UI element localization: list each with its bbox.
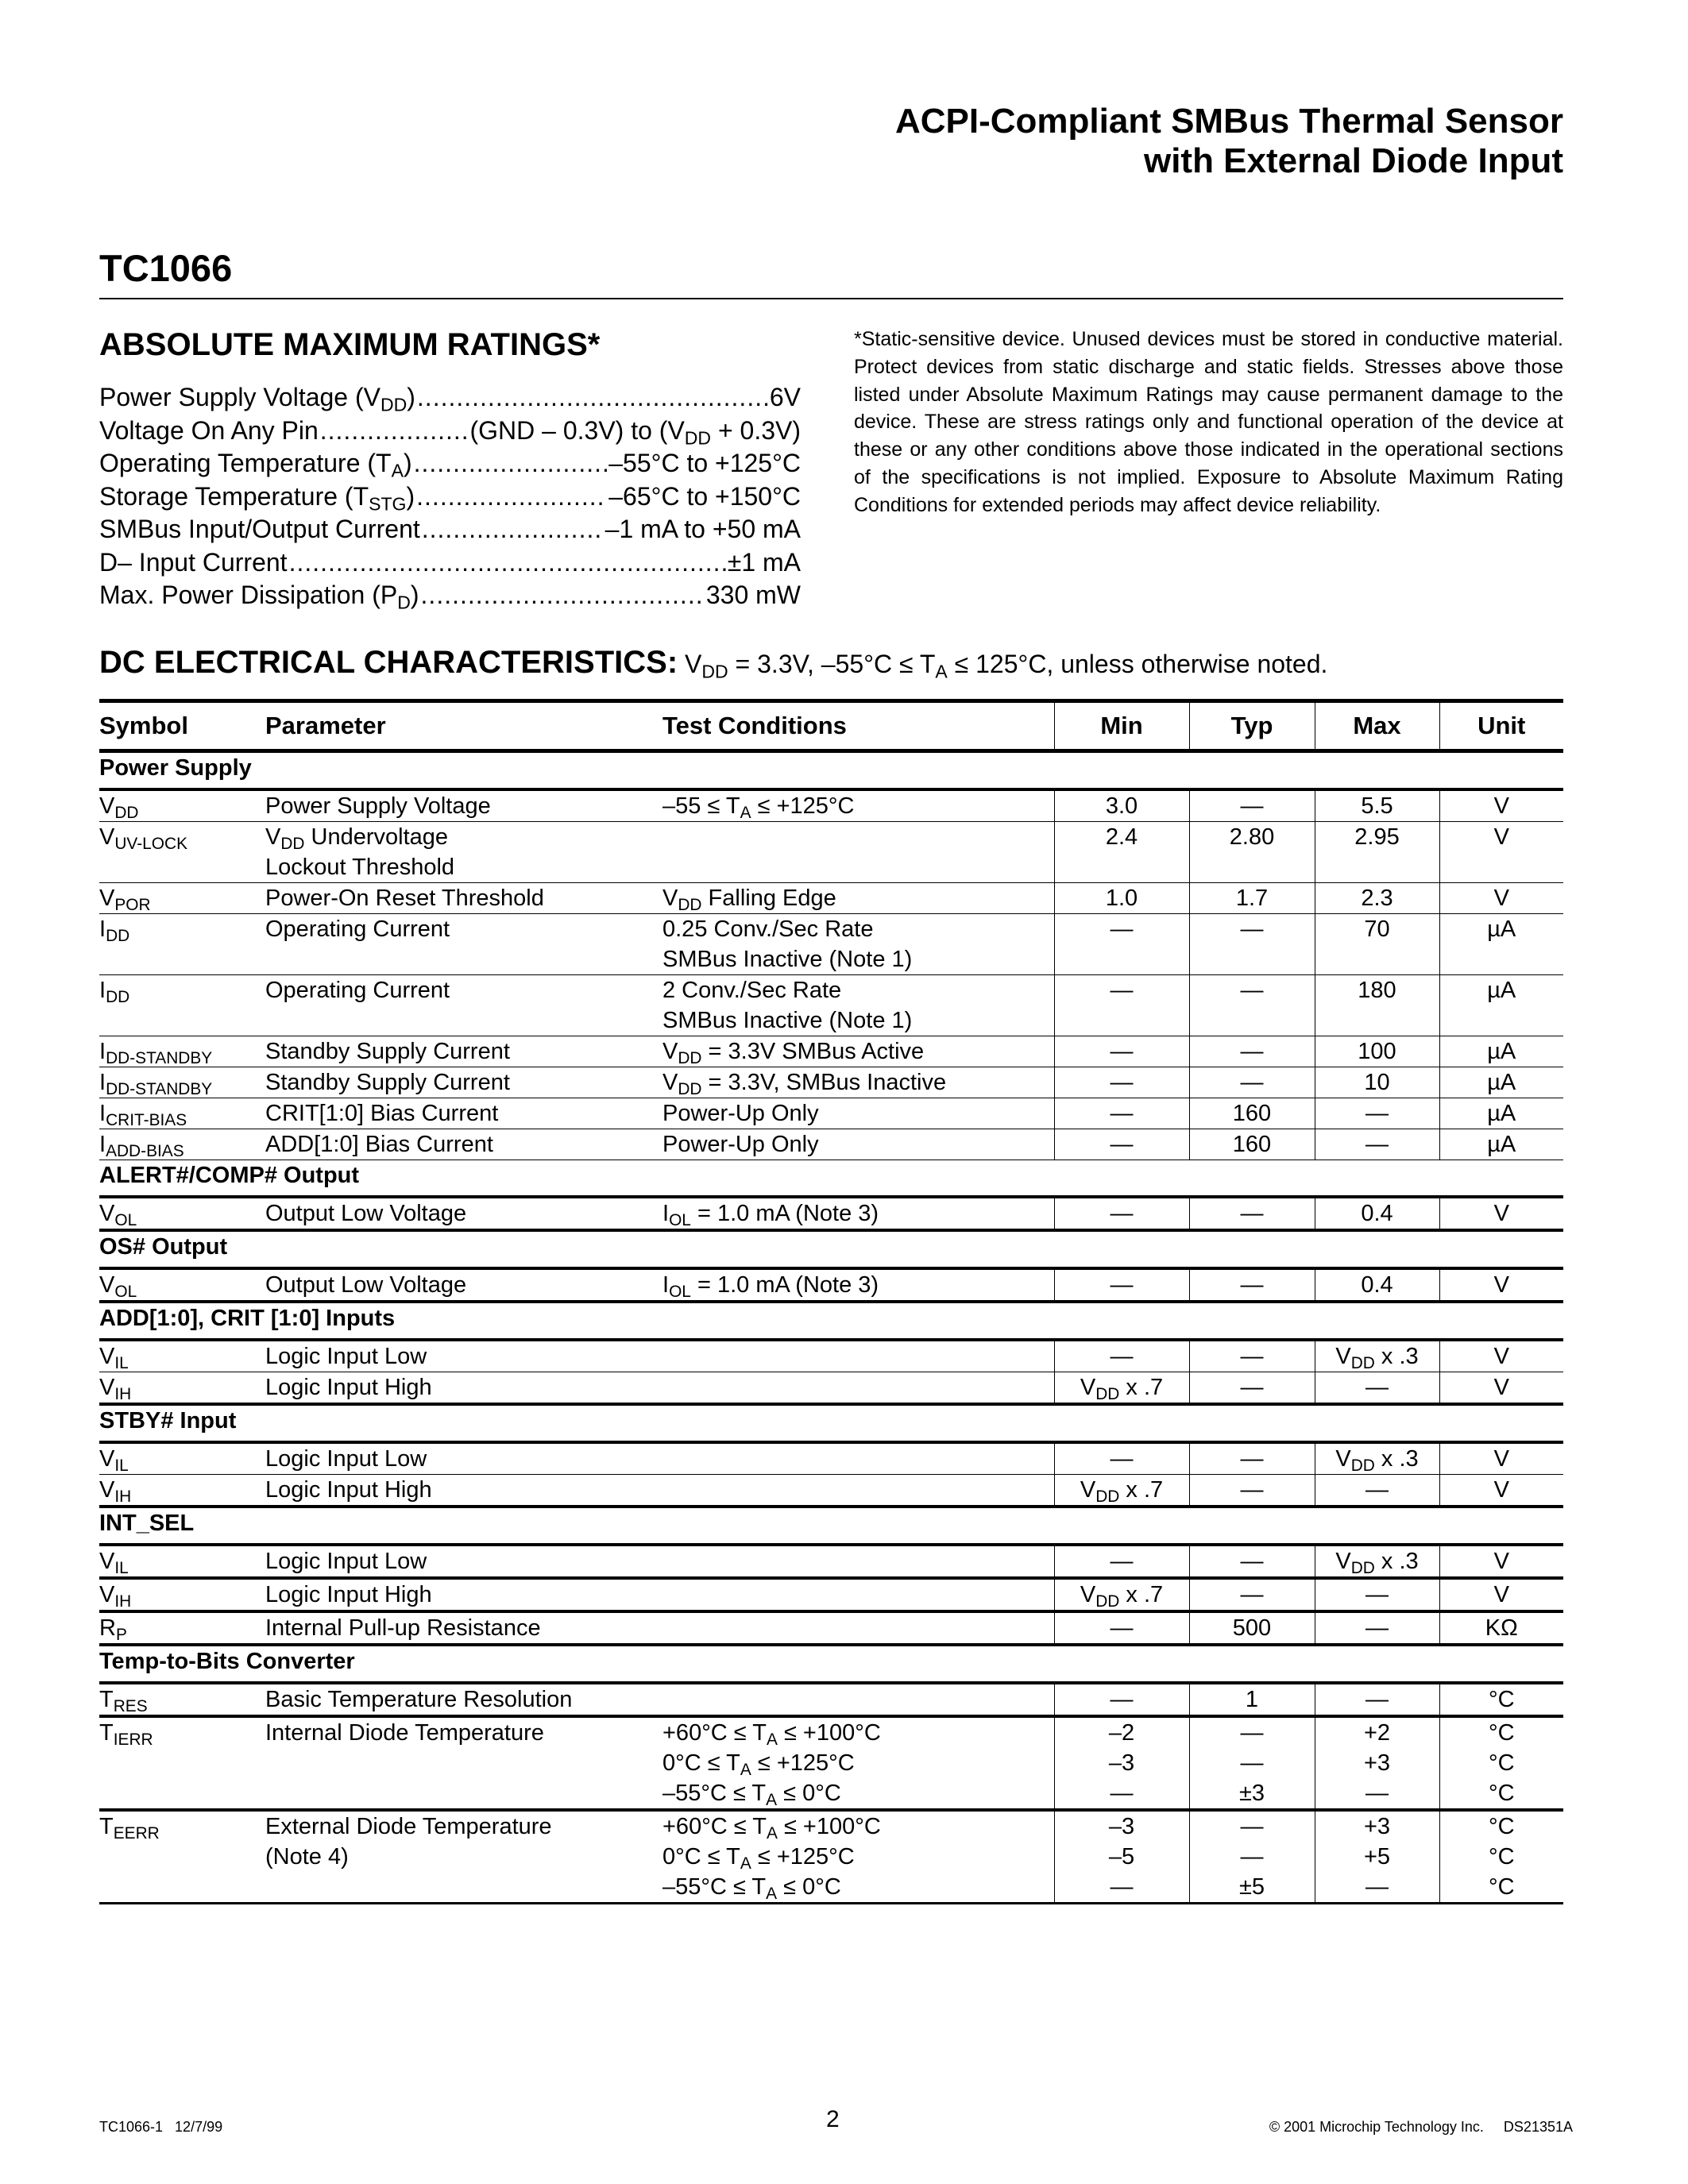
cell-unit: µA [1439,1129,1563,1160]
cell-max: 0.4 [1315,1268,1439,1302]
table-row [99,1067,1563,1098]
cell-max: $V_{DD}$ x .3 [1315,1545,1439,1578]
cell-parameter: $V_{DD}$ Undervoltage Lockout Threshold [265,822,662,883]
document-title [895,102,1563,181]
table-row [99,1268,1563,1302]
cell-typ: — [1189,1067,1315,1098]
table-row [99,1545,1563,1578]
leader-dots [421,579,705,612]
cell-symbol: $I_{CRIT-BIAS}$ [99,1098,265,1129]
leader-dots [414,447,608,480]
cell-symbol: $I_{DD-STANDBY}$ [99,1036,265,1067]
column-header-parameter: Parameter [265,701,662,751]
cell-test-conditions: $I_{OL} = 1.0$ mA (Note 3) [662,1268,1054,1302]
cell-test-conditions [662,1475,1054,1507]
cell-min: — [1054,1129,1189,1160]
cell-max: — [1315,1475,1439,1507]
title-line-1: ACPI-Compliant SMBus Thermal Sensor [894,102,1563,141]
cell-typ: 160 [1189,1129,1315,1160]
rating-item [99,480,801,514]
cell-test-conditions: $V_{DD} = 3.3V$ SMBus Active [662,1036,1054,1067]
cell-unit: V [1439,1372,1563,1405]
table-row [99,1036,1563,1067]
column-header-test-conditions: Test Conditions [662,701,1054,751]
cell-parameter: Logic Input Low [265,1340,662,1372]
rating-item [99,513,801,546]
cell-unit: µA [1439,1067,1563,1098]
cell-typ: — [1189,1036,1315,1067]
section-title: ADD[1:0], CRIT [1:0] Inputs [99,1302,1563,1340]
cell-symbol: $I_{DD}$ [99,914,265,975]
cell-symbol: $I_{DD-STANDBY}$ [99,1067,265,1098]
rating-value: 6V [769,383,801,411]
cell-typ: — [1189,975,1315,1036]
cell-max: +3 +5 — [1315,1810,1439,1904]
cell-unit: V [1439,1475,1563,1507]
section-header-row [99,1507,1563,1545]
table-row [99,1372,1563,1405]
leader-dots [320,415,469,448]
cell-unit: µA [1439,975,1563,1036]
leader-dots [417,381,768,415]
cell-test-conditions: 2 Conv./Sec Rate SMBus Inactive (Note 1) [662,975,1054,1036]
cell-parameter: Logic Input Low [265,1442,662,1475]
section-title: STBY# Input [99,1404,1563,1442]
copyright-text: © 2001 Microchip Technology Inc. [1269,2119,1484,2135]
cell-min: — [1054,914,1189,975]
cell-parameter: ADD[1:0] Bias Current [265,1129,662,1160]
cell-min: –2 –3 — [1054,1716,1189,1810]
absolute-max-ratings-list [99,381,801,612]
cell-parameter: Internal Diode Temperature [265,1716,662,1810]
section-header-row [99,1230,1563,1268]
table-row [99,1442,1563,1475]
dc-heading-conditions: $V_{DD} = 3.3V$, $-55^\circ C \le T_A \le 125^\circ C$, unless otherwise noted. [678,650,1328,682]
section-title: INT_SEL [99,1507,1563,1545]
cell-max: 70 [1315,914,1439,975]
cell-parameter: Output Low Voltage [265,1268,662,1302]
cell-symbol: $V_{DD}$ [99,789,265,822]
rating-item [99,546,801,580]
cell-typ: — [1189,1372,1315,1405]
cell-parameter: Standby Supply Current [265,1067,662,1098]
cell-symbol: $T_{EERR}$ [99,1810,265,1904]
cell-unit: °C [1439,1683,1563,1716]
cell-test-conditions [662,822,1054,883]
rating-label: Power Supply Voltage $(V_{DD})$ [99,383,415,415]
cell-typ: — [1189,1578,1315,1611]
cell-symbol: $V_{POR}$ [99,883,265,914]
cell-symbol: $V_{OL}$ [99,1268,265,1302]
cell-max: 180 [1315,975,1439,1036]
rating-value: (GND – 0.3V) to $(V_{DD} + 0.3V)$ [469,415,801,448]
footer-copyright [1269,2119,1573,2136]
cell-test-conditions: Power-Up Only [662,1129,1054,1160]
cell-symbol: $V_{IL}$ [99,1340,265,1372]
cell-unit: V [1439,789,1563,822]
cell-unit: °C °C °C [1439,1716,1563,1810]
cell-parameter: Operating Current [265,975,662,1036]
cell-unit: V [1439,1578,1563,1611]
cell-min: — [1054,1067,1189,1098]
cell-parameter: Basic Temperature Resolution [265,1683,662,1716]
table-row [99,1716,1563,1810]
cell-max: — [1315,1098,1439,1129]
cell-typ: — — ±3 [1189,1716,1315,1810]
rating-item [99,447,801,480]
cell-typ: — [1189,1442,1315,1475]
rating-value: ±1 mA [727,547,801,577]
cell-max: $V_{DD}$ x .3 [1315,1340,1439,1372]
cell-max: — [1315,1611,1439,1645]
section-header-row [99,1160,1563,1198]
cell-typ: 1.7 [1189,883,1315,914]
cell-parameter: Logic Input Low [265,1545,662,1578]
cell-unit: V [1439,1545,1563,1578]
cell-unit: V [1439,1340,1563,1372]
cell-typ: — — ±5 [1189,1810,1315,1904]
cell-unit: V [1439,1268,1563,1302]
cell-parameter: CRIT[1:0] Bias Current [265,1098,662,1129]
cell-min: — [1054,1683,1189,1716]
cell-typ: — [1189,914,1315,975]
column-header-min: Min [1054,701,1189,751]
cell-test-conditions: $V_{DD}$ Falling Edge [662,883,1054,914]
cell-typ: — [1189,1197,1315,1230]
cell-test-conditions [662,1611,1054,1645]
cell-symbol: $I_{ADD-BIAS}$ [99,1129,265,1160]
cell-typ: — [1189,1545,1315,1578]
cell-min: –3 –5 — [1054,1810,1189,1904]
rating-label: SMBus Input/Output Current [99,515,420,543]
cell-test-conditions [662,1340,1054,1372]
cell-test-conditions [662,1683,1054,1716]
cell-max: 0.4 [1315,1197,1439,1230]
rating-label: Max. Power Dissipation $(P_D)$ [99,581,419,613]
footer-doc-code: TC1066-1 12/7/99 [99,2119,223,2135]
absolute-max-heading: ABSOLUTE MAXIMUM RATINGS* [99,327,601,362]
rating-label: D– Input Current [99,547,288,577]
rating-item [99,415,801,448]
table-row [99,789,1563,822]
cell-typ: — [1189,1268,1315,1302]
cell-min: 3.0 [1054,789,1189,822]
rating-label: Operating Temperature $(T_A)$ [99,449,412,481]
rating-value: –55°C to +125°C [608,449,801,477]
section-header-row [99,1645,1563,1683]
cell-typ: 500 [1189,1611,1315,1645]
table-header-row [99,701,1563,751]
cell-min: — [1054,1036,1189,1067]
cell-min: — [1054,1611,1189,1645]
cell-unit: µA [1439,1036,1563,1067]
section-header-row [99,1302,1563,1340]
section-title: OS# Output [99,1230,1563,1268]
table-row [99,975,1563,1036]
cell-unit: V [1439,1442,1563,1475]
cell-unit: µA [1439,914,1563,975]
table-row [99,1197,1563,1230]
cell-unit: V [1439,1197,1563,1230]
cell-symbol: $R_P$ [99,1611,265,1645]
section-title: Temp-to-Bits Converter [99,1645,1563,1683]
cell-min: $V_{DD}$ x .7 [1054,1578,1189,1611]
table-row [99,883,1563,914]
cell-max: +2 +3 — [1315,1716,1439,1810]
cell-symbol: $V_{IL}$ [99,1442,265,1475]
cell-parameter: Power-On Reset Threshold [265,883,662,914]
table-row [99,1129,1563,1160]
column-header-max: Max [1315,701,1439,751]
cell-parameter: Standby Supply Current [265,1036,662,1067]
rating-item [99,579,801,612]
static-sensitive-note: *Static-sensitive device. Unused devices must be stored in conductive material. Protect devices from static discharge and static fields. Stresses above those listed under Absolute Maximum Ratings may cause permanent damage to the device. These are stress ratings only and functional operation of the device at these or any other conditions above those indicated in the operational sections of the specifications is not implied. Exposure to Absolute Maximum Rating Conditions for extended periods may affect device reliability. [854,328,1563,516]
cell-parameter: Logic Input High [265,1475,662,1507]
cell-min: 1.0 [1054,883,1189,914]
cell-symbol: $V_{IL}$ [99,1545,265,1578]
cell-test-conditions: $V_{DD} = 3.3V$, SMBus Inactive [662,1067,1054,1098]
title-line-2: with External Diode Input [1143,141,1563,180]
cell-parameter: Power Supply Voltage [265,789,662,822]
dc-heading-title: DC ELECTRICAL CHARACTERISTICS: [99,645,678,680]
cell-test-conditions: $I_{OL} = 1.0$ mA (Note 3) [662,1197,1054,1230]
rating-label: Voltage On Any Pin [99,415,319,445]
cell-max: 2.95 [1315,822,1439,883]
cell-parameter: Logic Input High [265,1372,662,1405]
cell-symbol: $V_{UV-LOCK}$ [99,822,265,883]
cell-max: — [1315,1129,1439,1160]
rating-item [99,381,801,415]
cell-test-conditions [662,1545,1054,1578]
column-header-symbol: Symbol [99,701,265,751]
cell-test-conditions: $+60^\circ C \le T_A \le +100^\circ C$ $0^\circ C \le T_A \le +125^\circ C$ $-55^\circ C \le T_A \le 0^\circ C$ [662,1810,1054,1904]
cell-max: 10 [1315,1067,1439,1098]
cell-test-conditions [662,1578,1054,1611]
cell-unit: µA [1439,1098,1563,1129]
cell-min: 2.4 [1054,822,1189,883]
cell-max: 2.3 [1315,883,1439,914]
table-row [99,1578,1563,1611]
header-rule [99,298,1563,299]
cell-max: 5.5 [1315,789,1439,822]
cell-min: $V_{DD}$ x .7 [1054,1372,1189,1405]
rating-value: 330 mW [705,581,801,609]
cell-parameter: Logic Input High [265,1578,662,1611]
cell-max: — [1315,1683,1439,1716]
table-row [99,1475,1563,1507]
cell-unit: KΩ [1439,1611,1563,1645]
cell-test-conditions: $-55 \le T_A \le +125^\circ C$ [662,789,1054,822]
cell-symbol: $V_{IH}$ [99,1372,265,1405]
leader-dots [289,546,726,580]
cell-min: — [1054,1268,1189,1302]
cell-symbol: $V_{IH}$ [99,1475,265,1507]
cell-parameter: Output Low Voltage [265,1197,662,1230]
part-number: TC1066 [99,247,233,289]
cell-min: $V_{DD}$ x .7 [1054,1475,1189,1507]
rating-value: –65°C to +150°C [608,481,801,511]
cell-test-conditions: $+60^\circ C \le T_A \le +100^\circ C$ $0^\circ C \le T_A \le +125^\circ C$ $-55^\circ C \le T_A \le 0^\circ C$ [662,1716,1054,1810]
table-row [99,1611,1563,1645]
cell-symbol: $V_{IH}$ [99,1578,265,1611]
cell-max: — [1315,1578,1439,1611]
section-title: Power Supply [99,751,1563,790]
cell-min: — [1054,1442,1189,1475]
table-body [99,751,1563,1904]
cell-symbol: $T_{IERR}$ [99,1716,265,1810]
cell-unit: V [1439,883,1563,914]
leader-dots [422,513,604,546]
rating-label: Storage Temperature $(T_{STG})$ [99,481,415,514]
leader-dots [416,480,607,514]
table-row [99,822,1563,883]
cell-typ: — [1189,1340,1315,1372]
cell-symbol: $T_{RES}$ [99,1683,265,1716]
column-header-typ: Typ [1189,701,1315,751]
cell-max: $V_{DD}$ x .3 [1315,1442,1439,1475]
cell-test-conditions [662,1442,1054,1475]
cell-typ: 160 [1189,1098,1315,1129]
document-id: DS21351A [1503,2119,1573,2135]
page-number: 2 [826,2106,840,2132]
cell-parameter: External Diode Temperature (Note 4) [265,1810,662,1904]
cell-symbol: $I_{DD}$ [99,975,265,1036]
cell-min: — [1054,1197,1189,1230]
column-header-unit: Unit [1439,701,1563,751]
cell-symbol: $V_{OL}$ [99,1197,265,1230]
cell-test-conditions: 0.25 Conv./Sec Rate SMBus Inactive (Note 1) [662,914,1054,975]
cell-test-conditions [662,1372,1054,1405]
cell-unit: V [1439,822,1563,883]
cell-max: — [1315,1372,1439,1405]
cell-parameter: Operating Current [265,914,662,975]
cell-parameter: Internal Pull-up Resistance [265,1611,662,1645]
cell-typ: 2.80 [1189,822,1315,883]
cell-unit: °C °C °C [1439,1810,1563,1904]
cell-typ: — [1189,1475,1315,1507]
table-row [99,1340,1563,1372]
dc-characteristics-heading [99,642,1327,685]
cell-min: — [1054,1098,1189,1129]
table-row [99,1683,1563,1716]
cell-min: — [1054,1545,1189,1578]
table-row [99,1098,1563,1129]
table-row [99,1810,1563,1904]
cell-test-conditions: Power-Up Only [662,1098,1054,1129]
cell-typ: 1 [1189,1683,1315,1716]
cell-max: 100 [1315,1036,1439,1067]
section-header-row [99,751,1563,790]
cell-min: — [1054,975,1189,1036]
dc-characteristics-table [99,699,1563,1904]
rating-value: –1 mA to +50 mA [605,515,801,543]
section-header-row [99,1404,1563,1442]
cell-typ: — [1189,789,1315,822]
cell-min: — [1054,1340,1189,1372]
table-row [99,914,1563,975]
section-title: ALERT#/COMP# Output [99,1160,1563,1198]
